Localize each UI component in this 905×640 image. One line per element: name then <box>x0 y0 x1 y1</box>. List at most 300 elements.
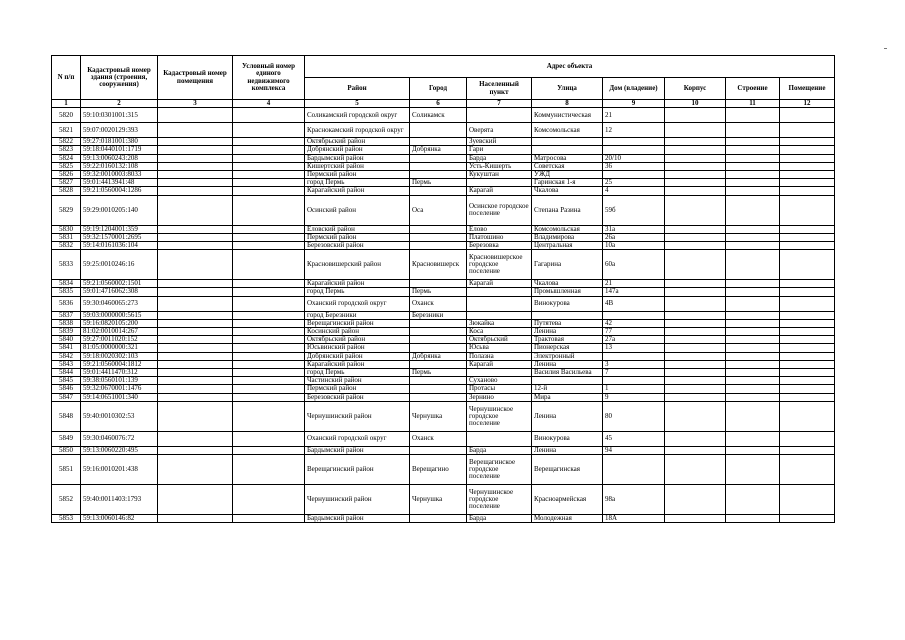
row-number: 5850 <box>52 446 81 454</box>
cadastral-number: 59:40:0010302:53 <box>81 401 158 431</box>
street <box>532 146 603 154</box>
conditional-number <box>233 154 305 162</box>
settlement: Платошино <box>467 233 532 241</box>
conditional-number <box>233 146 305 154</box>
city <box>410 319 467 327</box>
cadastral-room <box>158 171 233 179</box>
district: Юсьвинский район <box>305 344 410 352</box>
structure <box>726 344 780 352</box>
conditional-number <box>233 446 305 454</box>
structure <box>726 515 780 523</box>
cadastral-number: 59:38:0560101:139 <box>81 377 158 385</box>
cadastral-room <box>158 195 233 225</box>
settlement <box>467 431 532 446</box>
structure <box>726 401 780 431</box>
settlement: Березовка <box>467 242 532 250</box>
district: Пермский район <box>305 171 410 179</box>
conditional-number <box>233 401 305 431</box>
house: 77 <box>603 328 665 336</box>
street: Чкалова <box>532 280 603 288</box>
table-row <box>52 401 835 431</box>
cadastral-number: 59:13:0060146:82 <box>81 515 158 523</box>
city: Верещагино <box>410 455 467 485</box>
row-number: 5823 <box>52 146 81 154</box>
table-row <box>52 233 835 241</box>
column-number-row <box>52 100 835 108</box>
settlement: Суханово <box>467 377 532 385</box>
building <box>665 352 726 360</box>
house: 59б <box>603 195 665 225</box>
street: Верещагинская <box>532 455 603 485</box>
house: 21 <box>603 280 665 288</box>
cadastral-number: 81:05:0000000:321 <box>81 344 158 352</box>
structure <box>726 369 780 377</box>
column-number: 12 <box>780 100 835 108</box>
city: Оханск <box>410 296 467 311</box>
settlement: Гари <box>467 146 532 154</box>
cadastral-number: 59:25:0010246:16 <box>81 250 158 280</box>
settlement: Кукуштан <box>467 171 532 179</box>
table-row <box>52 154 835 162</box>
room <box>780 179 835 187</box>
structure <box>726 319 780 327</box>
table-row <box>52 352 835 360</box>
column-number: 5 <box>305 100 410 108</box>
house: 80 <box>603 401 665 431</box>
cadastral-room <box>158 344 233 352</box>
street: Ленина <box>532 446 603 454</box>
building <box>665 385 726 393</box>
district: Карагайский район <box>305 280 410 288</box>
building <box>665 360 726 368</box>
registry-table <box>51 55 835 523</box>
structure <box>726 393 780 401</box>
row-number: 5844 <box>52 369 81 377</box>
room <box>780 385 835 393</box>
cadastral-number: 59:18:0440101:1719 <box>81 146 158 154</box>
table-row <box>52 250 835 280</box>
building <box>665 171 726 179</box>
column-number: 9 <box>603 100 665 108</box>
settlement: Барда <box>467 446 532 454</box>
conditional-number <box>233 311 305 319</box>
row-number: 5840 <box>52 336 81 344</box>
building <box>665 377 726 385</box>
city <box>410 393 467 401</box>
cadastral-number: 59:01:4413941:48 <box>81 179 158 187</box>
building <box>665 242 726 250</box>
structure <box>726 162 780 170</box>
col-conditional-header: Условный номер единого недвижимого комплекса <box>233 56 305 100</box>
building <box>665 146 726 154</box>
street: Советская <box>532 162 603 170</box>
conditional-number <box>233 385 305 393</box>
street: Винокурова <box>532 431 603 446</box>
settlement: Верещагинское городское поселение <box>467 455 532 485</box>
street: Гагарина <box>532 250 603 280</box>
row-number: 5820 <box>52 108 81 123</box>
settlement: Юсьва <box>467 344 532 352</box>
row-number: 5839 <box>52 328 81 336</box>
row-number: 5838 <box>52 319 81 327</box>
city: Пермь <box>410 179 467 187</box>
building <box>665 280 726 288</box>
conditional-number <box>233 377 305 385</box>
district: Оханский городской округ <box>305 296 410 311</box>
structure <box>726 296 780 311</box>
col-cadastral-header: Кадастровый номер здания (строения, сооружения) <box>81 56 158 100</box>
settlement <box>467 288 532 296</box>
street: Ленина <box>532 401 603 431</box>
column-number: 7 <box>467 100 532 108</box>
house: 26а <box>603 233 665 241</box>
street: Промышленная <box>532 288 603 296</box>
building <box>665 485 726 515</box>
city: Чернушка <box>410 401 467 431</box>
structure <box>726 154 780 162</box>
district: Карагайский район <box>305 360 410 368</box>
table-row <box>52 187 835 195</box>
row-number: 5834 <box>52 280 81 288</box>
house: 18А <box>603 515 665 523</box>
cadastral-room <box>158 123 233 138</box>
cadastral-room <box>158 154 233 162</box>
city <box>410 515 467 523</box>
cadastral-number: 59:13:0060220:495 <box>81 446 158 454</box>
cadastral-room <box>158 146 233 154</box>
table-row <box>52 146 835 154</box>
city <box>410 385 467 393</box>
room <box>780 311 835 319</box>
conditional-number <box>233 225 305 233</box>
building <box>665 296 726 311</box>
conditional-number <box>233 352 305 360</box>
structure <box>726 352 780 360</box>
room <box>780 154 835 162</box>
table-row <box>52 446 835 454</box>
district: город Пермь <box>305 179 410 187</box>
address-group-header: Адрес объекта <box>305 56 835 78</box>
conditional-number <box>233 393 305 401</box>
cadastral-room <box>158 431 233 446</box>
building <box>665 233 726 241</box>
structure <box>726 288 780 296</box>
cadastral-room <box>158 446 233 454</box>
table-row <box>52 288 835 296</box>
room <box>780 138 835 146</box>
district: Октябрьский район <box>305 138 410 146</box>
table-row <box>52 344 835 352</box>
street: Ленина <box>532 328 603 336</box>
cadastral-room <box>158 179 233 187</box>
city <box>410 336 467 344</box>
house <box>603 455 665 485</box>
conditional-number <box>233 280 305 288</box>
settlement: Чернушинское городское поселение <box>467 485 532 515</box>
city: Чернушка <box>410 485 467 515</box>
room <box>780 455 835 485</box>
table-row <box>52 455 835 485</box>
building <box>665 515 726 523</box>
city: Березники <box>410 311 467 319</box>
room <box>780 296 835 311</box>
conditional-number <box>233 187 305 195</box>
row-number: 5849 <box>52 431 81 446</box>
house: 9 <box>603 393 665 401</box>
row-number: 5829 <box>52 195 81 225</box>
building <box>665 179 726 187</box>
city: Оса <box>410 195 467 225</box>
row-number: 5835 <box>52 288 81 296</box>
cadastral-room <box>158 108 233 123</box>
conditional-number <box>233 369 305 377</box>
structure <box>726 431 780 446</box>
district: Пермский район <box>305 233 410 241</box>
row-number: 5845 <box>52 377 81 385</box>
district: город Пермь <box>305 369 410 377</box>
house <box>603 352 665 360</box>
row-number: 5846 <box>52 385 81 393</box>
scan-mark <box>884 48 887 49</box>
conditional-number <box>233 360 305 368</box>
cadastral-number: 59:19:1204001:359 <box>81 225 158 233</box>
building <box>665 225 726 233</box>
cadastral-room <box>158 250 233 280</box>
conditional-number <box>233 288 305 296</box>
room <box>780 336 835 344</box>
cadastral-room <box>158 242 233 250</box>
cadastral-number: 59:22:0160132:108 <box>81 162 158 170</box>
district: Еловский район <box>305 225 410 233</box>
conditional-number <box>233 179 305 187</box>
building <box>665 288 726 296</box>
street: Гаринская 1-я <box>532 179 603 187</box>
room <box>780 242 835 250</box>
table-row <box>52 485 835 515</box>
table-row <box>52 328 835 336</box>
structure <box>726 328 780 336</box>
street: Чкалова <box>532 187 603 195</box>
room <box>780 360 835 368</box>
building <box>665 138 726 146</box>
table-row <box>52 280 835 288</box>
city: Добрянка <box>410 146 467 154</box>
table-row <box>52 108 835 123</box>
room <box>780 187 835 195</box>
col-num-header: N п/п <box>52 56 81 100</box>
cadastral-number: 59:16:0820105:200 <box>81 319 158 327</box>
street: Электронный <box>532 352 603 360</box>
settlement <box>467 179 532 187</box>
cadastral-number: 59:30:0460076:72 <box>81 431 158 446</box>
room <box>780 146 835 154</box>
cadastral-number: 59:07:0020129:393 <box>81 123 158 138</box>
street: Трактовая <box>532 336 603 344</box>
conditional-number <box>233 485 305 515</box>
room <box>780 485 835 515</box>
table-row <box>52 369 835 377</box>
house <box>603 138 665 146</box>
settlement: Оверята <box>467 123 532 138</box>
building <box>665 154 726 162</box>
cadastral-room <box>158 369 233 377</box>
district: Бардымский район <box>305 446 410 454</box>
table-row <box>52 360 835 368</box>
settlement <box>467 296 532 311</box>
table-row <box>52 515 835 523</box>
cadastral-room <box>158 138 233 146</box>
cadastral-number: 59:30:0460065:273 <box>81 296 158 311</box>
cadastral-number: 59:01:4716062:308 <box>81 288 158 296</box>
row-number: 5827 <box>52 179 81 187</box>
structure <box>726 250 780 280</box>
settlement <box>467 108 532 123</box>
structure <box>726 377 780 385</box>
house: 4 <box>603 187 665 195</box>
settlement: Барда <box>467 154 532 162</box>
table-row <box>52 162 835 170</box>
cadastral-room <box>158 393 233 401</box>
settlement: Осинское городское поселение <box>467 195 532 225</box>
table-row <box>52 179 835 187</box>
district: Бардымский район <box>305 154 410 162</box>
cadastral-room <box>158 401 233 431</box>
building <box>665 319 726 327</box>
conditional-number <box>233 336 305 344</box>
building <box>665 108 726 123</box>
house: 10а <box>603 242 665 250</box>
house: 45 <box>603 431 665 446</box>
street: Василия Васильева <box>532 369 603 377</box>
table-row <box>52 385 835 393</box>
building <box>665 455 726 485</box>
conditional-number <box>233 296 305 311</box>
district: Добрянский район <box>305 352 410 360</box>
house: 94 <box>603 446 665 454</box>
table-row <box>52 242 835 250</box>
conditional-number <box>233 250 305 280</box>
row-number: 5824 <box>52 154 81 162</box>
district: Добрянский район <box>305 146 410 154</box>
room <box>780 344 835 352</box>
cadastral-number: 59:18:0020302:103 <box>81 352 158 360</box>
city <box>410 280 467 288</box>
city <box>410 123 467 138</box>
city <box>410 377 467 385</box>
conditional-number <box>233 515 305 523</box>
district: Верещагинский район <box>305 319 410 327</box>
structure <box>726 123 780 138</box>
row-number: 5836 <box>52 296 81 311</box>
cadastral-number: 59:32:0670001:1476 <box>81 385 158 393</box>
room <box>780 446 835 454</box>
building <box>665 336 726 344</box>
structure <box>726 360 780 368</box>
structure <box>726 179 780 187</box>
district: Краснокамский городской округ <box>305 123 410 138</box>
city <box>410 171 467 179</box>
column-number: 8 <box>532 100 603 108</box>
structure <box>726 225 780 233</box>
room <box>780 108 835 123</box>
street: УЖД <box>532 171 603 179</box>
structure <box>726 385 780 393</box>
room <box>780 401 835 431</box>
table-row <box>52 377 835 385</box>
cadastral-room <box>158 319 233 327</box>
cadastral-room <box>158 311 233 319</box>
building <box>665 250 726 280</box>
city <box>410 162 467 170</box>
conditional-number <box>233 108 305 123</box>
room <box>780 233 835 241</box>
structure <box>726 455 780 485</box>
house <box>603 377 665 385</box>
column-number: 3 <box>158 100 233 108</box>
cadastral-number: 59:32:1570001:2695 <box>81 233 158 241</box>
row-number: 5830 <box>52 225 81 233</box>
row-number: 5822 <box>52 138 81 146</box>
building <box>665 328 726 336</box>
settlement: Протасы <box>467 385 532 393</box>
structure <box>726 195 780 225</box>
structure <box>726 108 780 123</box>
conditional-number <box>233 233 305 241</box>
structure <box>726 280 780 288</box>
house: 1 <box>603 385 665 393</box>
cadastral-number: 59:32:0010003:8033 <box>81 171 158 179</box>
cadastral-room <box>158 187 233 195</box>
building <box>665 162 726 170</box>
conditional-number <box>233 171 305 179</box>
city <box>410 328 467 336</box>
settlement: Коса <box>467 328 532 336</box>
structure <box>726 171 780 179</box>
room <box>780 171 835 179</box>
row-number: 5832 <box>52 242 81 250</box>
street: Мира <box>532 393 603 401</box>
cadastral-room <box>158 296 233 311</box>
room <box>780 288 835 296</box>
district: Пермский район <box>305 385 410 393</box>
cadastral-room <box>158 162 233 170</box>
cadastral-room <box>158 485 233 515</box>
cadastral-room <box>158 377 233 385</box>
conditional-number <box>233 162 305 170</box>
city: Добрянка <box>410 352 467 360</box>
conditional-number <box>233 455 305 485</box>
district: Бардымский район <box>305 515 410 523</box>
table-row <box>52 431 835 446</box>
city <box>410 225 467 233</box>
row-number: 5843 <box>52 360 81 368</box>
row-number: 5851 <box>52 455 81 485</box>
street: Степана Разина <box>532 195 603 225</box>
district: Чернушинский район <box>305 401 410 431</box>
city: Красновишерск <box>410 250 467 280</box>
room <box>780 377 835 385</box>
district: Чернушинский район <box>305 485 410 515</box>
room <box>780 319 835 327</box>
house: 31а <box>603 225 665 233</box>
col-cadastral-room-header: Кадастровый номер помещения <box>158 56 233 100</box>
cadastral-room <box>158 233 233 241</box>
structure <box>726 446 780 454</box>
table-row <box>52 393 835 401</box>
cadastral-number: 59:16:0010201:438 <box>81 455 158 485</box>
conditional-number <box>233 328 305 336</box>
district: Красновишерский район <box>305 250 410 280</box>
